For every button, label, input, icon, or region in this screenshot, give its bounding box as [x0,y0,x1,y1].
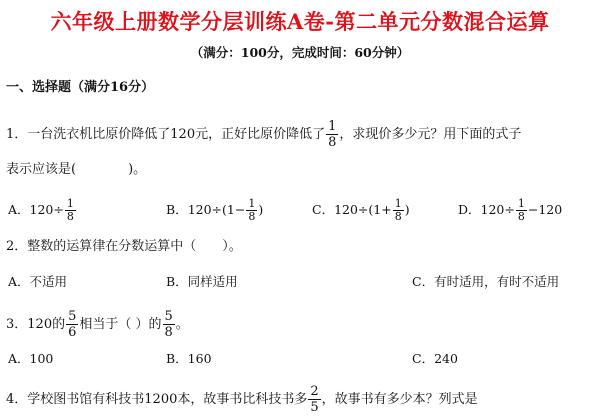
question-2-option-b[interactable]: B．同样适用 [166,274,238,289]
question-3-text-a: 3．120的 [6,317,66,332]
fraction-numerator: 1 [248,197,256,210]
fraction-numerator: 1 [328,119,337,134]
fraction-numerator: 1 [394,197,402,210]
question-1-option-c[interactable] [312,198,410,223]
question-1-option-d[interactable] [458,198,562,223]
fraction-denominator: 8 [328,135,337,150]
question-3-text-c: 。 [175,317,189,332]
question-2-option-a[interactable]: A．不适用 [8,274,68,289]
option-label: C． [312,202,335,217]
option-label: B． [166,202,188,217]
question-3-option-c[interactable]: C．240 [412,351,458,366]
option-expression: 120÷(1+ [334,202,392,217]
question-4-fraction [308,384,320,415]
section-heading-choice: 一、选择题（满分16分） [6,80,155,95]
fraction-denominator: 8 [248,210,256,223]
fraction-denominator: 5 [310,400,319,415]
page-title: 六年级上册数学分层训练A卷-第二单元分数混合运算 [50,9,550,34]
fraction-denominator: 8 [517,210,525,223]
option-label: A． [8,202,30,217]
question-3-option-a[interactable]: A．100 [8,351,54,366]
fraction-denominator: 6 [68,325,77,340]
option-expression-end: −120 [527,202,563,217]
question-1 [6,119,521,150]
question-3 [6,309,189,340]
option-fraction [393,198,404,223]
question-4-text-a: 4．学校图书馆有科技书1200本，故事书比科技书多 [6,392,308,407]
question-2: 2．整数的运算律在分数运算中（ ）。 [6,239,242,254]
option-expression-end: ) [258,202,264,217]
option-fraction [516,198,527,223]
fraction-numerator: 1 [66,197,74,210]
option-fraction [65,198,76,223]
option-expression: 120÷(1− [187,202,246,217]
question-1-text-b: ，求现价多少元？用下面的式子 [339,127,522,142]
option-expression: 120÷ [480,202,515,217]
option-expression: 120÷ [29,202,64,217]
question-4-text-b: ，故事书有多少本？列式是 [321,392,478,407]
option-label: D． [458,202,481,217]
fraction-numerator: 5 [68,309,77,324]
question-3-option-b[interactable]: B．160 [166,351,212,366]
question-4 [6,384,478,415]
question-3-fraction-1 [66,309,78,340]
option-expression-end: ) [404,202,410,217]
fraction-numerator: 5 [164,309,173,324]
option-fraction [246,198,257,223]
question-3-text-b: 相当于（ ）的 [79,317,162,332]
question-1-line-2: 表示应该是( )。 [6,162,147,177]
fraction-denominator: 8 [164,325,173,340]
fraction-denominator: 8 [394,210,402,223]
question-2-option-c[interactable]: C．有时适用，有时不适用 [412,274,560,289]
page-subtitle: （满分：100分，完成时间：60分钟） [190,45,410,60]
question-1-option-b[interactable] [166,198,263,223]
question-1-fraction [326,119,338,150]
fraction-numerator: 1 [517,197,525,210]
fraction-numerator: 2 [310,384,319,399]
question-3-fraction-2 [163,309,175,340]
question-1-option-a[interactable] [8,198,77,223]
fraction-denominator: 8 [66,210,74,223]
question-1-text-a: 1．一台洗衣机比原价降低了120元，正好比原价降低了 [6,127,326,142]
